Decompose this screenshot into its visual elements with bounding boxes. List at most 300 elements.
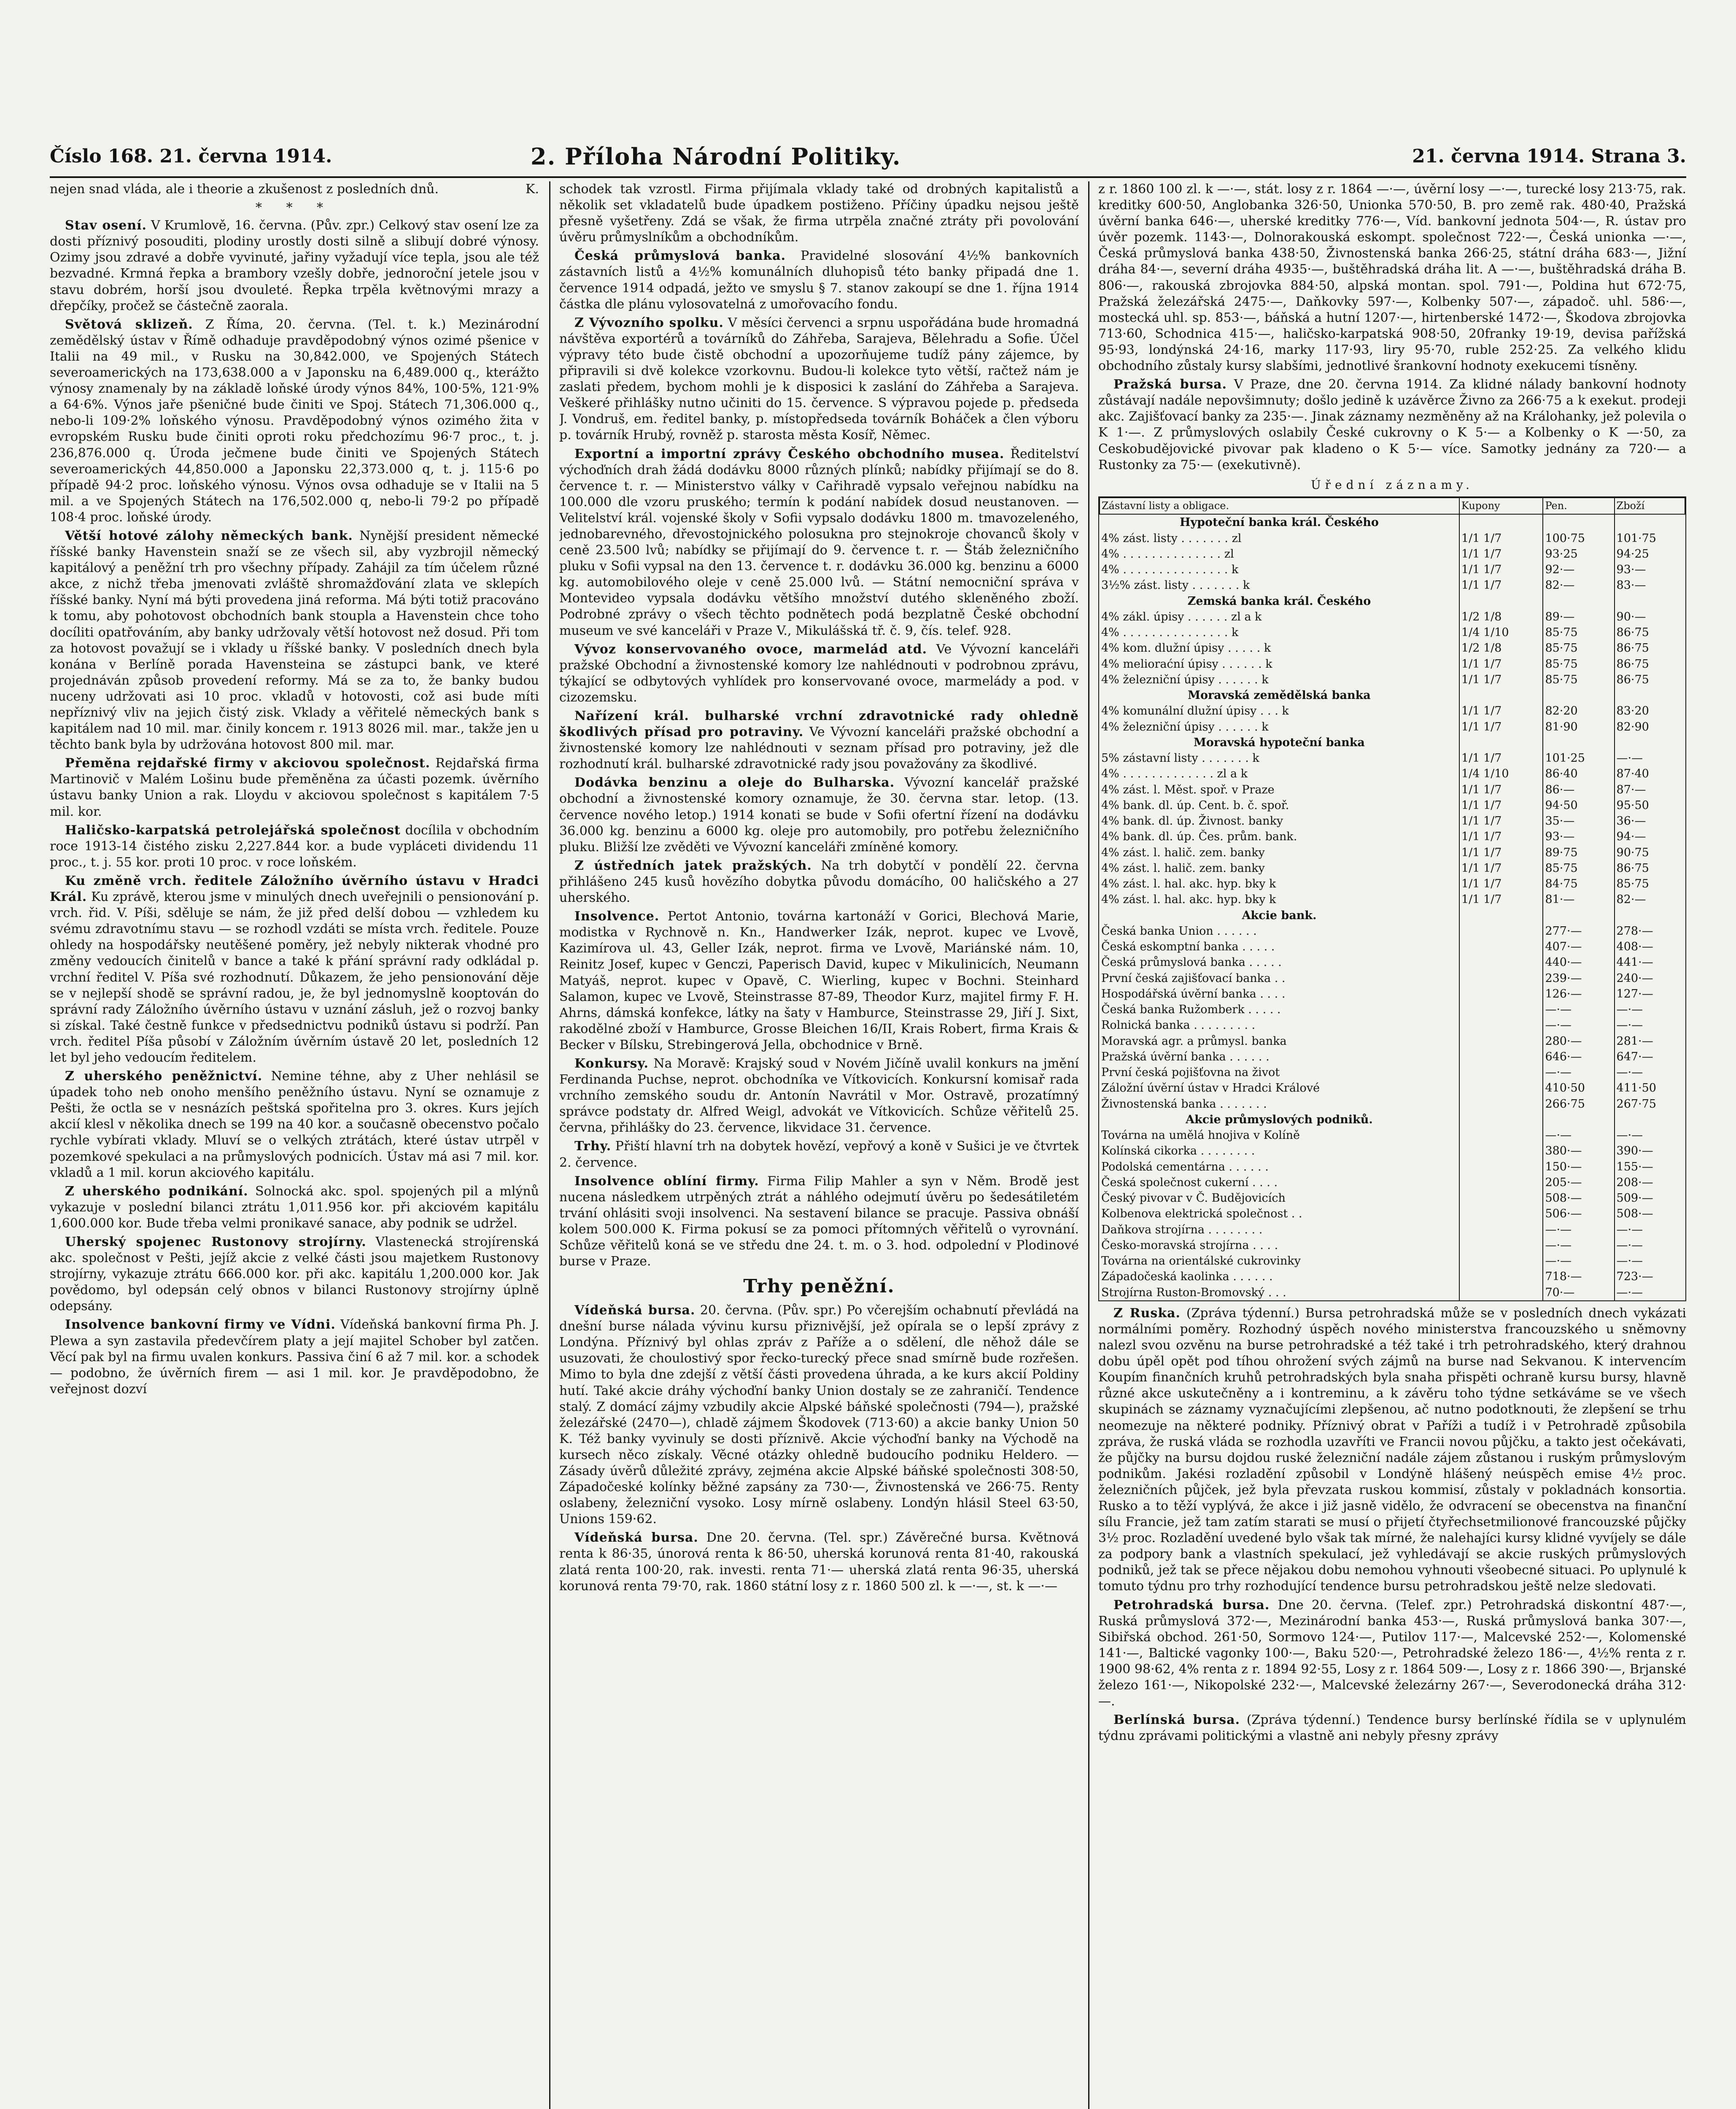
article-paragraph bbox=[50, 317, 539, 526]
quote-row bbox=[1100, 656, 1685, 672]
article-paragraph bbox=[559, 1303, 1079, 1527]
quote-group-heading bbox=[1100, 908, 1685, 923]
quote-row bbox=[1100, 1190, 1685, 1206]
quote-row bbox=[1100, 703, 1685, 719]
quote-pen: 84·75 bbox=[1543, 876, 1614, 892]
quote-kupony bbox=[1459, 1190, 1543, 1206]
quote-pen: 85·75 bbox=[1543, 672, 1614, 688]
article-heading: Přeměna rejdařské firmy v akciovou společnost. bbox=[65, 756, 431, 771]
quote-name: 4% zást. l. hal. akc. hyp. bky k bbox=[1101, 877, 1276, 891]
quote-zbozi: 90·75 bbox=[1615, 845, 1685, 860]
quote-pen: 82·— bbox=[1543, 577, 1614, 593]
article-heading: Z Ruska. bbox=[1113, 1305, 1181, 1321]
article-paragraph bbox=[1098, 1712, 1686, 1744]
quote-kupony bbox=[1459, 1033, 1543, 1049]
quote-pen: 440·— bbox=[1543, 955, 1614, 970]
article-paragraph bbox=[559, 909, 1079, 1053]
quote-zbozi: —·— bbox=[1615, 1253, 1685, 1269]
quote-pen: 89·75 bbox=[1543, 845, 1614, 860]
quote-row bbox=[1100, 719, 1685, 735]
quote-kupony bbox=[1459, 923, 1543, 939]
quote-group-heading bbox=[1100, 688, 1685, 703]
quote-kupony: 1/1 1/7 bbox=[1459, 829, 1543, 844]
quote-pen: 85·75 bbox=[1543, 625, 1614, 640]
article-text: Na Moravě: Krajský soud v Novém Jičíně uvalil konkurs na jmění Ferdinanda Puchse, neprot. obchodníka ve Vítkovicích. Konkursní komisař rada vrchního zemského soudu dr. Antonín Navrátil v Mor. Ostravě, prozatímný správce podstaty dr. Alfred Weigl, advokát ve Vítkovicích. Schůze věřitelů 25. června, přihlášky do 23. července, likvidace 31. července. bbox=[559, 1056, 1079, 1135]
quote-kupony: 1/1 1/7 bbox=[1459, 656, 1543, 672]
quote-kupony bbox=[1459, 514, 1543, 530]
article-text: docílila v obchodním roce 1913-14 čistého zisku 2,227.844 kor. a bude vypláceti dividendu 11 proc., t. j. 55 kor. proti 10 proc. v roce loňském. bbox=[50, 823, 539, 870]
quote-name: Podolská cementárna . . . . . . bbox=[1101, 1160, 1269, 1173]
quote-kupony: 1/1 1/7 bbox=[1459, 562, 1543, 577]
quote-row bbox=[1100, 531, 1685, 546]
article-paragraph bbox=[1098, 1305, 1686, 1595]
quote-kupony bbox=[1459, 1143, 1543, 1159]
article-text: Z Říma, 20. června. (Tel. t. k.) Mezinárodní zemědělský ústav v Římě odhaduje pravděpodobný výnos ozimé pšenice v Italii na 49 mil., v Rusku na 30,842.000, ve Spojených Státech severoamerických na 173,638.000 a v Japonsku na 6,489.000 q., kterážto výnosy znamenaly by na základě loňské úrody výnos 84%, 100·5%, 121·9% a 64·6%. Výnos jaře pšeničné bude činiti ve Spoj. Státech 71,306.000 q., nebo-li 109·2% loňského výnosu. Pravděpodobný výnos ozimého žita v evropském Rusku bude činiti oproti roku předchozímu 96·7 proc., t. j. 236,876.000 q. Úroda ječmene bude činiti ve Spojených Státech severoamerických 44,850.000 a Japonsku 22,373.000 q, t. j. 115·6 po případě 94·2 proc. loňského výnosu. Výnos ovsa odhaduje se v Italii na 5 mil. a ve Spojených Státech na 176,502.000 q, nebo-li 79·2 po případě 108·4 proc. loňské úrody. bbox=[50, 317, 539, 525]
quote-kupony bbox=[1459, 1285, 1543, 1300]
quote-row bbox=[1100, 1222, 1685, 1238]
quote-row bbox=[1100, 1238, 1685, 1253]
article-text: (Zpráva týdenní.) Bursa petrohradská může se v posledních dnech vykázati normálními poměry. Rozhodný úspěch nového ministerstva francouzského u sněmovny nalezl svou ozvěnu na burse petrohradské a též také i trh petrohradského, který drahnou dobu úpěl opět pod tíhou ohrožení svých zájmů na burse nad Sekvanou. K intervencím Koupím finančních kruhů petrohradských byla snaha přispěti ochraně kursu bursy, hlavně různé akce uskutečněny a i kontreminu, a k závěru toho týdne setkáváme se ve všech skupinách se záznamy vyznačujícími zlepšenou, ač nutno podotknouti, že zlepšení se trhu neomezuje na některé podniky. Příznivý obrat v Paříži a tudíž i v Petrohradě způsobila zpráva, že ruská vláda se rozhodla uzavříti ve Francii novou půjčku, a takto jest očekávati, že půjčky na bursu dojdou ruské železniční nadále zájem zůstanou i ruským průmyslovým podnikům. Jakési rozladění způsobil v Londýně hlášený neúspěch emise 4½ proc. železničních půjček, jež byla převzata ruskou kommisí, zůstaly v pokladnách konsortia. Rusko a to těží vyplývá, že akce i již jasně vidělo, že odvracení se obecenstva na finanční sílu Francie, jež tam zatím starati se musí o přijetí čtyřechsetmilionové francouzské půjčky 3½ proc. Rozladění uvedené bylo však tak mírné, že nalehajíci kursy klidné vyvíjely se dále za podpory bank a vlastních spekulací, jež vyhledávají se akcie ruských průmyslových podniků, jež tak se přece nějakou dobu nemohou vyhnouti všeobecné situaci. Po uplynulé k tomuto týdnu pro trhy rozhodující tendence bursu petrohradskou ještě nelze sledovati. bbox=[1098, 1305, 1686, 1594]
quote-kupony: 1/1 1/7 bbox=[1459, 813, 1543, 829]
quote-kupony bbox=[1459, 593, 1543, 609]
quote-name: 4% zákl. úpisy . . . . . . zl a k bbox=[1101, 610, 1262, 623]
quote-kupony: 1/4 1/10 bbox=[1459, 625, 1543, 640]
article-paragraph bbox=[50, 528, 539, 753]
quote-row bbox=[1100, 577, 1685, 593]
quote-name: 4% bank. dl. úp. Čes. prům. bank. bbox=[1101, 830, 1297, 844]
quote-row bbox=[1100, 1143, 1685, 1159]
section-separator: * * * bbox=[255, 200, 334, 216]
quote-row bbox=[1100, 829, 1685, 844]
quote-name: 4% železniční úpisy . . . . . . k bbox=[1101, 673, 1269, 686]
quote-kupony bbox=[1459, 1112, 1543, 1127]
quote-name: Moravská agr. a průmysl. banka bbox=[1101, 1034, 1287, 1048]
quote-kupony bbox=[1459, 1080, 1543, 1096]
article-heading: Petrohradská bursa. bbox=[1113, 1597, 1270, 1613]
quote-pen: 407·— bbox=[1543, 939, 1614, 955]
article-paragraph bbox=[1098, 1597, 1686, 1710]
article-paragraph bbox=[559, 446, 1079, 639]
quote-pen: 70·— bbox=[1543, 1285, 1614, 1300]
quote-row bbox=[1100, 1206, 1685, 1222]
quote-pen: —·— bbox=[1543, 1127, 1614, 1143]
quote-kupony: 1/1 1/7 bbox=[1459, 546, 1543, 562]
quote-name: 4% . . . . . . . . . . . . . zl a k bbox=[1101, 767, 1248, 781]
article-text: Ředitelství výchoďních drah žádá dodávku 8000 různých plínků; nabídky přijímají se do 8. července t. r. — Ministerstvo války v Cařihradě vypsalo veřejnou nabídku na 100.000 dle vzoru pruského; termín k podání nabídek dosud neustanoven. — Velitelství král. vojenské školy v Sofii vypsalo dodávku 1800 m. tmavozeleného, jednobarevného, dřevostojnického polosukna pro stejnokroje chovanců školy v ceně 23.500 lvů; nabídky se přijímají do 9. července t. r. — Štáb železničního pluku v Sofii vypsal na den 13. července t. r. dodávku 36.000 kg. benzinu a 6000 kg. automobilového oleje v ceně 25.000 lvů. — Státní nemocniční správa v Montevideo vypsala dodávku většího množství dutého skleněného zboží. Podrobné zprávy o všech těchto podnětech podá bezplatně České obchodní museum ve své kanceláři v Praze V., Mikulášská tř. č. 9, čís. telef. 928. bbox=[559, 446, 1079, 638]
quote-name: Živnostenská banka . . . . . . . bbox=[1101, 1097, 1267, 1111]
article-heading: Česká průmyslová banka. bbox=[574, 248, 786, 264]
quote-pen: 266·75 bbox=[1543, 1096, 1614, 1112]
quote-zbozi: 83·20 bbox=[1615, 703, 1685, 719]
quote-kupony bbox=[1459, 1065, 1543, 1080]
quote-kupony bbox=[1459, 1269, 1543, 1284]
column-3-news bbox=[1098, 181, 1686, 492]
quote-pen: —·— bbox=[1543, 1002, 1614, 1017]
quote-kupony bbox=[1459, 986, 1543, 1002]
quote-kupony bbox=[1459, 1175, 1543, 1190]
quote-zbozi: 82·90 bbox=[1615, 719, 1685, 735]
quote-zbozi: 86·75 bbox=[1615, 625, 1685, 640]
article-heading: Uherský spojenec Rustonovy strojírny. bbox=[65, 1235, 367, 1249]
quote-group-heading bbox=[1100, 1112, 1685, 1127]
article-paragraph bbox=[1098, 377, 1686, 473]
column-3-news-continued bbox=[1098, 1305, 1686, 1745]
quote-name: 5% zástavní listy . . . . . . . k bbox=[1101, 752, 1259, 765]
quote-kupony: 1/1 1/7 bbox=[1459, 782, 1543, 798]
column-2 bbox=[559, 181, 1079, 2109]
quote-pen: —·— bbox=[1543, 1238, 1614, 1253]
article-paragraph bbox=[559, 858, 1079, 906]
quote-pen: 89·— bbox=[1543, 609, 1614, 625]
article-text: Ku zprávě, kterou jsme v minulých dnech uveřejnili o pensionování p. vrch. řid. V. Píši, sděluje se nám, že již před delší dobou — vzhledem ku svému zdravotnímu stavu — se rozhodl vzdáti se místa vrch. ředitele. Pouze ohledy na hospodářsky neutěšené poměry, jež nebyly nikterak vhodné pro změny vedoucích činitelů v bance a také k přání správní rady odkládal p. vrchní ředitel V. Píša své rozhodnutí. Důkazem, že jeho pensionování děje se v nejlepší shodě se správní radou, je, že byl jednomyslně kooptován do správní rady Záložního úvěrního ústavu v uznání zásluh, jež o rozvoj banky si získal. Také čestně funkce v předsednictvu podniků ústavu si podrží. Pan vrch. ředitel Píša působí v Záložním úvěrním ústavě 20 let, posledních 12 let byl jeho vedoucím ředitelem. bbox=[50, 890, 539, 1065]
quote-kupony bbox=[1459, 908, 1543, 923]
quote-row bbox=[1100, 1285, 1685, 1300]
article-text: Přiští hlavní trh na dobytek hovězí, vepřový a koně v Sušici je ve čtvrtek 2. července. bbox=[559, 1139, 1079, 1170]
quote-name: Západočeská kaolinka . . . . . . bbox=[1101, 1270, 1273, 1284]
column-header-name: Zástavní listy a obligace. bbox=[1100, 498, 1459, 514]
quote-row bbox=[1100, 766, 1685, 782]
quote-name: Továrna na umělá hnojiva v Kolíně bbox=[1101, 1129, 1300, 1142]
quote-name: Kolbenova elektrická společnost . . bbox=[1101, 1207, 1302, 1221]
quote-kupony bbox=[1459, 735, 1543, 750]
quote-name: Rolnická banka . . . . . . . . . bbox=[1101, 1019, 1256, 1032]
quote-zbozi: 86·75 bbox=[1615, 672, 1685, 688]
quote-pen bbox=[1543, 908, 1614, 923]
article-heading: Exportní a importní zprávy Českého obchodního musea. bbox=[574, 446, 1005, 461]
article-heading: Haličsko-karpatská petrolejářská společnost bbox=[65, 823, 401, 838]
quote-name: Česká eskomptní banka . . . . . bbox=[1101, 940, 1275, 954]
quote-zbozi: 86·75 bbox=[1615, 656, 1685, 672]
quote-kupony bbox=[1459, 1253, 1543, 1269]
article-heading: Vídeňská bursa. bbox=[574, 1303, 695, 1318]
article-heading: Pražská bursa. bbox=[1113, 377, 1227, 392]
quote-group-heading bbox=[1100, 735, 1685, 750]
quote-pen: 100·75 bbox=[1543, 531, 1614, 546]
quote-row bbox=[1100, 986, 1685, 1002]
quote-zbozi: —·— bbox=[1615, 1017, 1685, 1033]
quote-kupony: 1/1 1/7 bbox=[1459, 577, 1543, 593]
quote-zbozi bbox=[1615, 593, 1685, 609]
quote-name: Česko-moravská strojírna . . . . bbox=[1101, 1238, 1278, 1252]
quote-row bbox=[1100, 546, 1685, 562]
quote-name: Česká společnost cukerní . . . . bbox=[1101, 1176, 1278, 1189]
quote-kupony bbox=[1459, 688, 1543, 703]
quote-pen: 85·75 bbox=[1543, 640, 1614, 656]
issue-number-date: Číslo 168. 21. června 1914. bbox=[50, 146, 332, 167]
column-divider-2 bbox=[1088, 181, 1089, 2109]
article-paragraph bbox=[50, 1234, 539, 1314]
quote-kupony: 1/1 1/7 bbox=[1459, 892, 1543, 907]
article-text: Firma Filip Mahler a syn v Něm. Brodě jest nucena následkem utrpěných ztrát a náhlého odejmutí úvěru po šedesátiletém trvání ohlásiti svoji insolvenci. Na sestavení bilance se pracuje. Passiva obnáší kolem 500.000 K. Firma pokusí se za pomoci přítomných věřitelů o vyrovnání. Schůze věřitelů koná se ve středu dne 24. t. m. o 3. hod. odpolední v Plodinové burse v Praze. bbox=[559, 1173, 1079, 1269]
quote-row bbox=[1100, 892, 1685, 907]
quote-zbozi: 411·50 bbox=[1615, 1080, 1685, 1096]
quote-row bbox=[1100, 1269, 1685, 1284]
quote-name: Pražská úvěrní banka . . . . . . bbox=[1101, 1050, 1270, 1063]
quote-name: Daňkova strojírna . . . . . . . . bbox=[1101, 1223, 1263, 1236]
quote-pen: 101·25 bbox=[1543, 750, 1614, 766]
quote-name: 4% kom. dlužní úpisy . . . . . k bbox=[1101, 642, 1271, 655]
quote-row bbox=[1100, 1065, 1685, 1080]
quote-pen: 35·— bbox=[1543, 813, 1614, 829]
article-paragraph bbox=[559, 315, 1079, 444]
quote-row bbox=[1100, 1017, 1685, 1033]
quote-row bbox=[1100, 640, 1685, 656]
quote-pen: 150·— bbox=[1543, 1159, 1614, 1175]
article-paragraph bbox=[50, 873, 539, 1066]
quote-kupony bbox=[1459, 939, 1543, 955]
quote-row bbox=[1100, 798, 1685, 813]
column-1 bbox=[50, 181, 539, 2109]
quote-row bbox=[1100, 1049, 1685, 1065]
quote-name: Český pivovar v Č. Budějovicích bbox=[1101, 1192, 1286, 1205]
quote-row bbox=[1100, 1127, 1685, 1143]
quote-kupony bbox=[1459, 971, 1543, 986]
article-heading: Z Vývozního spolku. bbox=[574, 315, 724, 330]
quote-name: Strojírna Ruston-Bromovský . . . bbox=[1101, 1286, 1286, 1299]
quote-row bbox=[1100, 1253, 1685, 1269]
quote-pen bbox=[1543, 514, 1614, 530]
article-text: V Krumlově, 16. června. (Pův. zpr.) Celkový stav osení lze za dosti příznivý posouditi, plodiny urostly dosti silně a slibují dobré výnosy. Ozimy jsou zdravé a dobře vyvinuté, jařiny vyžadují více tepla, jsou ale též bezvadné. Krmná řepka a brambory vzešly dobře, jednoroční jetele jsou v stavu dobrém, horší jsou dvouleté. Řepka trpěla květnovými mrazy a dřepčíky, pročež se částečně zaorala. bbox=[50, 218, 539, 313]
article-paragraph bbox=[559, 1056, 1079, 1136]
quote-row bbox=[1100, 562, 1685, 577]
article-paragraph bbox=[50, 181, 539, 197]
article-text: Dne 20. června. (Tel. spr.) Závěrečné bursa. Květnová renta k 86·35, únorová renta k 86·50, uherská korunová renta 81·40, rakouská zlatá renta 100·20, rak. investi. renta 71·— uherská zlatá renta 96·35, uherská korunová renta 79·70, rak. 1860 státní losy z r. 1860 500 zl. k —·—, st. k —·— bbox=[559, 1530, 1079, 1594]
quote-name: Moravská hypoteční banka bbox=[1194, 736, 1365, 749]
quote-pen bbox=[1543, 593, 1614, 609]
article-text: Nynější president německé říšské banky Havenstein snaží se ze všech sil, aby vyzbrojil německý kapitálový a peněžní trh pro všechny případy. Zahájil za tím účelem různé akce, z nichž třeba jmenovati zvláště shromažďování zlata ve sklepích říšské banky. Nyní má býti provedena jiná reforma. Má býti totiž pracováno k tomu, aby pohotovost obchodních bank stoupla a Havenstein chce toho docíliti opatřováním, aby banky udržovaly větší hotovost než dosud. Při tom za hotovost považují se i vklady u říšské banky. V posledních dnech byla konána v Berlíně porada Havensteina se zástupci bank, ve které projednáván způsob provedení reformy. Má se za to, že banky budou nuceny udržovati asi 10 proc. vkladů v hotovosti, což asi bude míti nepříznivý vliv na jejich čistý zisk. Vklady a věřitelé německých bank s kapitálem nad 10 mil. mar. činily koncem r. 1913 8026 mil. mar., takže jen u těchto bank byla by udržována hotovost 800 mil. mar. bbox=[50, 528, 539, 752]
quote-name: Akcie průmyslových podniků. bbox=[1186, 1113, 1373, 1126]
article-heading: Berlínská bursa. bbox=[1113, 1713, 1240, 1728]
quote-kupony bbox=[1459, 1238, 1543, 1253]
quote-row bbox=[1100, 876, 1685, 892]
quote-row bbox=[1100, 923, 1685, 939]
article-paragraph bbox=[50, 1184, 539, 1232]
quote-row bbox=[1100, 750, 1685, 766]
quote-zbozi: 208·— bbox=[1615, 1175, 1685, 1190]
quote-zbozi: 267·75 bbox=[1615, 1096, 1685, 1112]
quote-kupony: 1/1 1/7 bbox=[1459, 845, 1543, 860]
article-text: Vývozní kancelář pražské obchodní a živnostenské komory oznamuje, že 30. června star. letop. (13. července nového letop.) 1914 konati se bude v Sofii ofertní řízení na dodávku 36.000 kg. benzinu a 6000 kg. oleje pro automobily, pro potřebu železničního pluku. Bližší lze zvěděti ve Vývozní kanceláři zmíněné komory. bbox=[559, 775, 1079, 855]
quote-name: Česká banka Union . . . . . . bbox=[1101, 924, 1257, 938]
article-paragraph bbox=[1098, 181, 1686, 374]
quote-pen: 94·50 bbox=[1543, 798, 1614, 813]
quote-row bbox=[1100, 1159, 1685, 1175]
article-text: (Zpráva týdenní.) Tendence bursy berlínské řídila se v uplynulém týdnu zprávami politickými a vlastně ani nebyly přesny zprávy bbox=[1098, 1713, 1686, 1744]
quote-row bbox=[1100, 625, 1685, 640]
quote-name: Hypoteční banka král. Českého bbox=[1179, 516, 1379, 529]
quote-pen: 508·— bbox=[1543, 1190, 1614, 1206]
quote-zbozi: 508·— bbox=[1615, 1206, 1685, 1222]
quote-pen bbox=[1543, 735, 1614, 750]
quote-zbozi: 36·— bbox=[1615, 813, 1685, 829]
quote-name: 4% komunální dlužní úpisy . . . k bbox=[1101, 704, 1289, 718]
quote-zbozi: 87·40 bbox=[1615, 766, 1685, 782]
quote-pen: 93·— bbox=[1543, 829, 1614, 844]
quote-kupony bbox=[1459, 1049, 1543, 1065]
quote-kupony bbox=[1459, 1159, 1543, 1175]
quote-pen: 86·— bbox=[1543, 782, 1614, 798]
quote-row bbox=[1100, 1096, 1685, 1112]
quote-row bbox=[1100, 1080, 1685, 1096]
quote-zbozi: 93·— bbox=[1615, 562, 1685, 577]
article-heading: Konkursy. bbox=[574, 1056, 649, 1071]
quote-name: Hospodářská úvěrní banka . . . . bbox=[1101, 987, 1286, 1001]
article-text: Solnocká akc. spol. spojených pil a mlýnů vykazuje v poslední bilanci ztrátu 1,011.956 kor. při akciovém kapitálu 1,600.000 kor. Bude třeba velmi pronikavé sanace, aby podnik se udržel. bbox=[50, 1184, 539, 1231]
quote-kupony: 1/1 1/7 bbox=[1459, 672, 1543, 688]
quote-name: Zemská banka král. Českého bbox=[1187, 594, 1371, 608]
article-paragraph bbox=[559, 181, 1079, 245]
quote-name: 4% zást. l. halič. zem. banky bbox=[1101, 861, 1265, 875]
quote-name: Moravská zemědělská banka bbox=[1188, 689, 1371, 702]
article-paragraph bbox=[50, 218, 539, 314]
quote-kupony: 1/1 1/7 bbox=[1459, 798, 1543, 813]
quote-zbozi bbox=[1615, 688, 1685, 703]
quote-row bbox=[1100, 672, 1685, 688]
article-paragraph bbox=[559, 248, 1079, 312]
article-paragraph bbox=[559, 708, 1079, 772]
quote-zbozi: 441·— bbox=[1615, 955, 1685, 970]
quote-kupony bbox=[1459, 1127, 1543, 1143]
quote-zbozi: 86·75 bbox=[1615, 860, 1685, 876]
article-heading: Z uherského peněžnictví. bbox=[65, 1069, 263, 1084]
column-3 bbox=[1098, 181, 1686, 2109]
article-paragraph bbox=[559, 1138, 1079, 1170]
quote-kupony: 1/1 1/7 bbox=[1459, 750, 1543, 766]
quote-zbozi: 83·— bbox=[1615, 577, 1685, 593]
quote-pen bbox=[1543, 1112, 1614, 1127]
author-signature: K. bbox=[526, 182, 539, 197]
page-header bbox=[50, 143, 1686, 175]
official-records-title: Úřední záznamy. bbox=[1311, 477, 1474, 492]
quote-name: Továrna na orientálské cukrovinky bbox=[1101, 1254, 1301, 1268]
quote-name: Záložní úvěrní ústav v Hradci Králové bbox=[1101, 1081, 1320, 1095]
quote-kupony: 1/1 1/7 bbox=[1459, 531, 1543, 546]
quote-pen: 86·40 bbox=[1543, 766, 1614, 782]
quote-zbozi: 94·25 bbox=[1615, 546, 1685, 562]
quote-zbozi bbox=[1615, 735, 1685, 750]
article-paragraph bbox=[50, 1068, 539, 1181]
quote-zbozi: 723·— bbox=[1615, 1269, 1685, 1284]
quote-zbozi: —·— bbox=[1615, 750, 1685, 766]
quote-row bbox=[1100, 1175, 1685, 1190]
quote-kupony bbox=[1459, 1002, 1543, 1017]
article-paragraph bbox=[50, 823, 539, 871]
quote-zbozi: 390·— bbox=[1615, 1143, 1685, 1159]
quote-pen: 646·— bbox=[1543, 1049, 1614, 1065]
quote-row bbox=[1100, 813, 1685, 829]
quote-name: 4% železniční úpisy . . . . . . k bbox=[1101, 720, 1269, 734]
supplement-title: 2. Příloha Národní Politiky. bbox=[531, 143, 901, 170]
quote-pen: —·— bbox=[1543, 1253, 1614, 1269]
quote-row bbox=[1100, 609, 1685, 625]
quote-kupony: 1/2 1/8 bbox=[1459, 640, 1543, 656]
quote-pen: 81·— bbox=[1543, 892, 1614, 907]
column-divider-1 bbox=[549, 181, 550, 2109]
quote-pen: 205·— bbox=[1543, 1175, 1614, 1190]
quote-zbozi: 82·— bbox=[1615, 892, 1685, 907]
quote-pen: 93·25 bbox=[1543, 546, 1614, 562]
article-heading: Insolvence bankovní firmy ve Vídni. bbox=[65, 1317, 336, 1332]
quote-kupony bbox=[1459, 1017, 1543, 1033]
quote-zbozi: —·— bbox=[1615, 1065, 1685, 1080]
quote-kupony bbox=[1459, 1096, 1543, 1112]
article-text: Nemine téhne, aby z Uher nehlásil se úpadek toho neb onoho menšího peněžního ústavu. Nyní se oznamuje z Pešti, že octla se v nesnázích peštská spořitelna pro 3. okres. Kurs jejích akcií klesl v několika dnech se 199 na 40 kor. a současně obecenstvo počalo rychle vybírati vklady. Mluví se o velkých ztrátách, které ústav utrpěl v pozemkové spekulaci a na průmyslových podnicích. Ústav má asi 7 mil. kor. vkladů a 1 mil. korun akciového kapitálu. bbox=[50, 1069, 539, 1180]
quote-pen bbox=[1543, 688, 1614, 703]
article-heading: Nařízení král. bulharské vrchní zdravotnické rady ohledně škodlivých přísad pro potraviny. bbox=[559, 709, 1079, 740]
article-text: 20. června. (Pův. spr.) Po včerejším ochabnutí převládá na dnešní burse nálada vývinu kursu přiznivější, jež opírala se o lepší zprávy z Londýna. Příznivý byl ohlas zpráv z Paříže a o sdělení, dle něhož dále se usuzovati, že choulostivý spor řecko-turecký přece snad smírně bude rozřešen. Mimo to byla dne zdejší z větší části provedena úhrada, a ke kurs akcií Poldiny hutí. Také akcie dráhy výchoďní banky Union dostaly se ze zahraničí. Tendence stalý. Z domácí zájmy vzbudily akcie Alpské báňské společnosti (794—), pražské železářské (2470—), chladě zájmem Škodovek (713·60) a akcie banky Union 50 K. Též banky vyvinuly se dosti příznivě. Akcie výchoďní banky na Východě na kursech něco získaly. Věcné otázky ohledně budoucího podniku Heldero. — Zásady úvěrů důležité zprávy, zejména akcie Alpské báňské společnosti 308·50, Západočeské kolínky běžné zapsány za 730·—, Živnostenská ve 266·75. Renty oslabeny, železniční vysoko. Losy mírně oslabeny. Londýn hlásil Steel 63·50, Unions 159·62. bbox=[559, 1303, 1079, 1527]
quote-zbozi: 647·— bbox=[1615, 1049, 1685, 1065]
quote-kupony: 1/4 1/10 bbox=[1459, 766, 1543, 782]
quote-kupony: 1/1 1/7 bbox=[1459, 703, 1543, 719]
quote-zbozi: 278·— bbox=[1615, 923, 1685, 939]
quote-pen: 410·50 bbox=[1543, 1080, 1614, 1096]
article-paragraph bbox=[50, 755, 539, 820]
quote-kupony bbox=[1459, 955, 1543, 970]
article-paragraph bbox=[559, 642, 1079, 706]
article-text: V měsíci červenci a srpnu uspořádána bude hromadná návštěva exportérů a továrníků do Záhřeba, Sarajeva, Bělehradu a Sofie. Účel výpravy této bude čistě obchodní a upozorňujeme tudíž pány zájemce, by připravili si dvě kolekce vzorkovnu. Budou-li kolekce tyto větší, račtež nám je zaslati předem, bychom mohli je k disposici k zaslání do Záhřeba a Sarajeva. Veškeré přihlášky nutno učiniti do 15. července. S výpravou pojede p. předseda J. Vondruš, em. ředitel banky, p. místopředseda továrník Boháček a člen výboru p. továrník Hrubý, rovněž p. starosta města Kosíř, Němec. bbox=[559, 315, 1079, 443]
article-text: schodek tak vzrostl. Firma přijímala vklady také od drobných kapitalistů a několik set vkladatelů bude úpadkem postiženo. Příčiny úpadku nejsou ještě přesně vyšetřeny. Zdá se však, že firma utrpěla značné ztráty při povolování úvěru průmyslníkům a obchodníkům. bbox=[559, 182, 1079, 245]
quote-zbozi: —·— bbox=[1615, 1002, 1685, 1017]
article-text: Rejdařská firma Martinovič v Malém Lošinu bude přeměněna za účasti pozemk. úvěrního ústavu banky Union a rak. Lloydu v akciovou společnost s kapitálem 7·5 mil. kor. bbox=[50, 756, 539, 819]
column-header-pen: Pen. bbox=[1543, 498, 1614, 514]
quote-row bbox=[1100, 782, 1685, 798]
article-text: nejen snad vláda, ale i theorie a zkušenost z posledních dnů. bbox=[50, 182, 439, 197]
quote-name: 4% zást. l. hal. akc. hyp. bky k bbox=[1101, 893, 1276, 906]
article-text: Pertot Antonio, továrna kartonáží v Gorici, Blechová Marie, modistka v Rychnově n. Kn., Handwerker Izák, neprot. kupec ve Lvově, Kazimírova ul. 43, Geller Izák, neprot. firma ve Lvově, Mariánské nám. 10, Reinitz Josef, kupec v Genczi, Paperisch David, kupec v Mikulinicích, Neumann Matyáš, neprot. kupec v Opavě, C. Wierling, kupec v Bochni. Steinhard Salamon, kupec ve Lvově, Steinstrasse 87-89, Theodor Kurz, majitel firmy F. H. Ahrns, dámská konfekce, látky na šaty v Hamburce, Steinstrasse 29, Jiří J. Sixt, rakodělné zboží v Hamburce, Grosse Bleichen 16/II, Krais Robert, firma Krais & Becker v Bílsku, Strebingerová Jella, obchodnice v Brně. bbox=[559, 909, 1079, 1052]
quote-name: 4% . . . . . . . . . . . . . . zl bbox=[1101, 547, 1234, 561]
article-heading: Insolvence oblíní firmy. bbox=[574, 1173, 759, 1189]
quote-pen: 239·— bbox=[1543, 971, 1614, 986]
quote-zbozi bbox=[1615, 1112, 1685, 1127]
quote-zbozi: 240·— bbox=[1615, 971, 1685, 986]
column-header-kupony: Kupony bbox=[1459, 498, 1543, 514]
quote-zbozi: 87·— bbox=[1615, 782, 1685, 798]
quote-zbozi: 127·— bbox=[1615, 986, 1685, 1002]
article-text: Na trh dobytčí v pondělí 22. června přihlášeno 245 kusů hovězího dobytka původu domácího, 00 haličského a 27 uherského. bbox=[559, 858, 1079, 906]
quote-name: 4% . . . . . . . . . . . . . . . k bbox=[1101, 626, 1239, 639]
article-heading: Stav osení. bbox=[65, 218, 147, 233]
quotations-table-box bbox=[1098, 496, 1686, 1301]
quote-row bbox=[1100, 845, 1685, 860]
article-text: Dne 20. června. (Telef. zpr.) Petrohradská diskontní 487·—, Ruská průmyslová 372·—, Mezinárodní banka 453·—, Ruská průmyslová banka 307·—, Sibiřská obchod. 261·50, Sormovo 124·—, Putilov 117·—, Malcevské 252·—, Kolomenské 141·—, Baltické vagonky 100·—, Baku 520·—, Petrohradské železo 186·—, 4½% renta z r. 1900 98·62, 4% renta z r. 1894 92·55, Losy z r. 1864 509·—, Losy z r. 1866 390·—, Brjanské železo 161·—, Nikopolské 232·—, Malcevské železárny 267·—, Severodonecká dráha 312·—. bbox=[1098, 1597, 1686, 1709]
quote-pen: 81·90 bbox=[1543, 719, 1614, 735]
quote-row bbox=[1100, 1033, 1685, 1049]
quote-pen: 380·— bbox=[1543, 1143, 1614, 1159]
section-title: Trhy peněžní. bbox=[743, 1276, 895, 1297]
quote-name: 4% bank. dl. úp. Cent. b. č. spoř. bbox=[1101, 798, 1289, 812]
article-heading: Větší hotové zálohy německých bank. bbox=[65, 528, 353, 543]
article-text: Ve Vývozní kanceláři pražské Obchodní a živnostenské komory lze nahlédnouti v podrobnou zprávu, týkající se odbytových vyhlídek pro konservované ovoce, marmelády a pod. v cizozemsku. bbox=[559, 642, 1079, 705]
quotations-header-row bbox=[1100, 498, 1685, 514]
article-text: Vídeňská bankovní firma Ph. J. Plewa a syn zastavila předevčírem platy a její majitel Schober byl zatčen. Věcí pak byl na firmu uvalen konkurs. Passiva činí 6 až 7 mil. kor. a schodek — podobno, že úvěrních firem — asi 1 mil. kor. Je pravděpodobno, že veřejnost dozví bbox=[50, 1317, 539, 1397]
quote-row bbox=[1100, 971, 1685, 986]
quote-name: První česká zajišťovací banka . . bbox=[1101, 971, 1286, 985]
quote-kupony: 1/1 1/7 bbox=[1459, 719, 1543, 735]
quote-zbozi: 101·75 bbox=[1615, 531, 1685, 546]
quote-zbozi: 86·75 bbox=[1615, 640, 1685, 656]
quote-pen: 85·75 bbox=[1543, 656, 1614, 672]
quote-zbozi: 85·75 bbox=[1615, 876, 1685, 892]
quote-pen: —·— bbox=[1543, 1017, 1614, 1033]
quote-pen: —·— bbox=[1543, 1065, 1614, 1080]
quote-zbozi: 94·— bbox=[1615, 829, 1685, 844]
quote-zbozi: 509·— bbox=[1615, 1190, 1685, 1206]
quote-row bbox=[1100, 939, 1685, 955]
quote-pen: 280·— bbox=[1543, 1033, 1614, 1049]
quote-pen: 718·— bbox=[1543, 1269, 1614, 1284]
quote-pen: 277·— bbox=[1543, 923, 1614, 939]
quote-row bbox=[1100, 860, 1685, 876]
